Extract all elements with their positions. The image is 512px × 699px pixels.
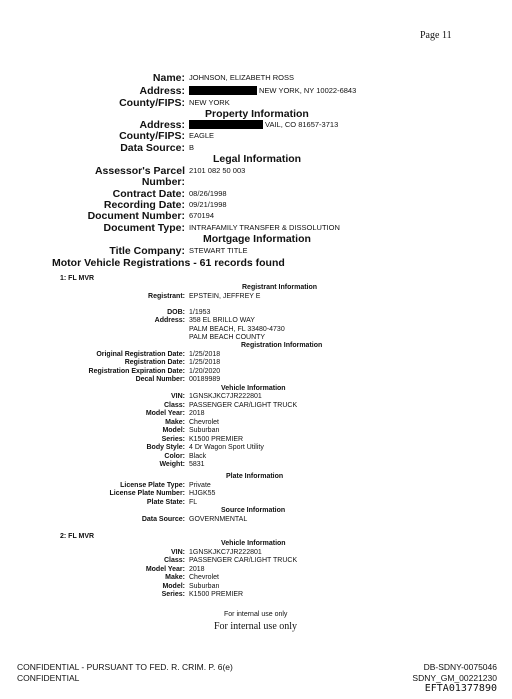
document-number-value: 670194 (189, 211, 215, 220)
registration-date-label: Registration Date: (124, 359, 185, 366)
plate-heading: Plate Information (226, 473, 284, 480)
property-address-value: VAIL, CO 81657-3713 (265, 120, 339, 129)
page-number: Page 11 (420, 30, 452, 41)
model-value: Suburban (189, 427, 220, 434)
county-label: County/FIPS: (119, 97, 185, 109)
model-label: Model: (162, 427, 185, 434)
property-address-label: Address: (139, 119, 185, 131)
vin-label-2: VIN: (171, 549, 185, 556)
document-type-value: INTRAFAMILY TRANSFER & DISSOLUTION (189, 223, 340, 232)
confidential-label: CONFIDENTIAL (17, 673, 80, 683)
property-county-value: EAGLE (189, 131, 215, 140)
legal-heading: Legal Information (213, 153, 302, 165)
record-address-label: Address: (154, 317, 185, 324)
plate-number-value: HJGK55 (189, 490, 216, 497)
series-value-2: K1500 PREMIER (189, 591, 244, 598)
plate-state-label: Plate State: (146, 499, 185, 506)
document-number-label: Document Number: (87, 210, 185, 222)
data-source-value: B (189, 143, 195, 152)
record-address-line3: PALM BEACH COUNTY (189, 334, 266, 341)
bates-number: EFTA01377890 (424, 683, 497, 694)
internal-use-note: For internal use only (214, 621, 298, 632)
body-style-value: 4 Dr Wagon Sport Utility (189, 444, 264, 451)
class-label: Class: (163, 402, 185, 409)
vin-value-2: 1GNSKJKC7JR222801 (189, 549, 262, 556)
internal-use-note-small: For internal use only (224, 611, 288, 618)
record-2-label: 2: FL MVR (60, 533, 95, 540)
address-label: Address: (139, 85, 185, 97)
plate-type-value: Private (189, 482, 211, 489)
recording-date-label: Recording Date: (103, 199, 185, 211)
title-company-label: Title Company: (109, 245, 185, 257)
model-year-label: Model Year: (145, 410, 185, 417)
make-label-2: Make: (165, 574, 185, 581)
dob-label: DOB: (167, 309, 185, 316)
make-label: Make: (165, 419, 185, 426)
parcel-label-number: Number: (141, 176, 185, 188)
vin-label: VIN: (171, 393, 185, 400)
record-source-label: Data Source: (141, 516, 185, 523)
county-value: NEW YORK (189, 98, 230, 107)
property-heading: Property Information (205, 108, 309, 120)
sdny-gm-number: SDNY_GM_00221230 (412, 673, 497, 683)
class-label-2: Class: (163, 557, 185, 564)
name-label: Name: (152, 72, 185, 84)
model-year-value-2: 2018 (189, 566, 205, 573)
series-label: Series: (161, 436, 185, 443)
decal-number-label: Decal Number: (135, 376, 185, 383)
plate-type-label: License Plate Type: (120, 482, 185, 489)
vehicle-heading-2: Vehicle Information (221, 540, 286, 547)
parcel-label: Assessor's Parcel (94, 165, 185, 177)
model-label-2: Model: (162, 583, 185, 590)
class-value: PASSENGER CAR/LIGHT TRUCK (189, 402, 298, 409)
parcel-value: 2101 082 50 003 (189, 166, 246, 175)
expiration-date-value: 1/20/2020 (189, 368, 221, 375)
recording-date-value: 09/21/1998 (189, 200, 227, 209)
contract-date-value: 08/26/1998 (189, 189, 227, 198)
orig-registration-value: 1/25/2018 (189, 351, 221, 358)
record-source-value: GOVERNMENTAL (189, 516, 248, 523)
record-address-line1: 358 EL BRILLO WAY (189, 317, 255, 324)
record-address-line2: PALM BEACH, FL 33480-4730 (189, 326, 285, 333)
make-value-2: Chevrolet (189, 574, 219, 581)
dob-value: 1/1953 (189, 309, 211, 316)
decal-number-value: 00189989 (189, 376, 221, 383)
contract-date-label: Contract Date: (112, 188, 185, 200)
expiration-date-label: Registration Expiration Date: (88, 368, 185, 375)
mortgage-heading: Mortgage Information (203, 233, 311, 245)
class-value-2: PASSENGER CAR/LIGHT TRUCK (189, 557, 298, 564)
plate-number-label: License Plate Number: (109, 490, 185, 497)
model-year-value: 2018 (189, 410, 205, 417)
series-value: K1500 PREMIER (189, 436, 244, 443)
color-value: Black (189, 453, 207, 460)
series-label-2: Series: (161, 591, 185, 598)
color-label: Color: (164, 453, 185, 460)
registrant-value: EPSTEIN, JEFFREY E (189, 293, 261, 300)
confidential-notice: CONFIDENTIAL - PURSUANT TO FED. R. CRIM. P. 6(e) (17, 662, 233, 672)
source-heading: Source Information (221, 507, 286, 514)
orig-registration-label: Original Registration Date: (96, 351, 185, 358)
vin-value: 1GNSKJKC7JR222801 (189, 393, 262, 400)
redaction-bar (189, 86, 257, 95)
weight-label: Weight: (159, 461, 185, 468)
data-source-label: Data Source: (120, 142, 185, 154)
property-county-label: County/FIPS: (119, 130, 185, 142)
name-value: JOHNSON, ELIZABETH ROSS (189, 73, 295, 82)
address-value: NEW YORK, NY 10022-6843 (259, 86, 357, 95)
registrant-heading: Registrant Information (242, 284, 318, 291)
vehicle-heading: Vehicle Information (221, 385, 286, 392)
title-company-value: STEWART TITLE (189, 246, 248, 255)
registration-date-value: 1/25/2018 (189, 359, 221, 366)
weight-value: 5831 (189, 461, 205, 468)
plate-state-value: FL (189, 499, 198, 506)
redaction-bar (189, 120, 263, 129)
make-value: Chevrolet (189, 419, 219, 426)
body-style-label: Body Style: (146, 444, 185, 451)
document-type-label: Document Type: (103, 222, 185, 234)
registration-heading: Registration Information (241, 342, 323, 349)
record-1-label: 1: FL MVR (60, 275, 95, 282)
model-value-2: Suburban (189, 583, 220, 590)
db-sdny-number: DB-SDNY-0075046 (423, 662, 497, 672)
mvr-heading: Motor Vehicle Registrations - 61 records found (52, 257, 285, 269)
registrant-label: Registrant: (148, 293, 185, 300)
model-year-label-2: Model Year: (145, 566, 185, 573)
